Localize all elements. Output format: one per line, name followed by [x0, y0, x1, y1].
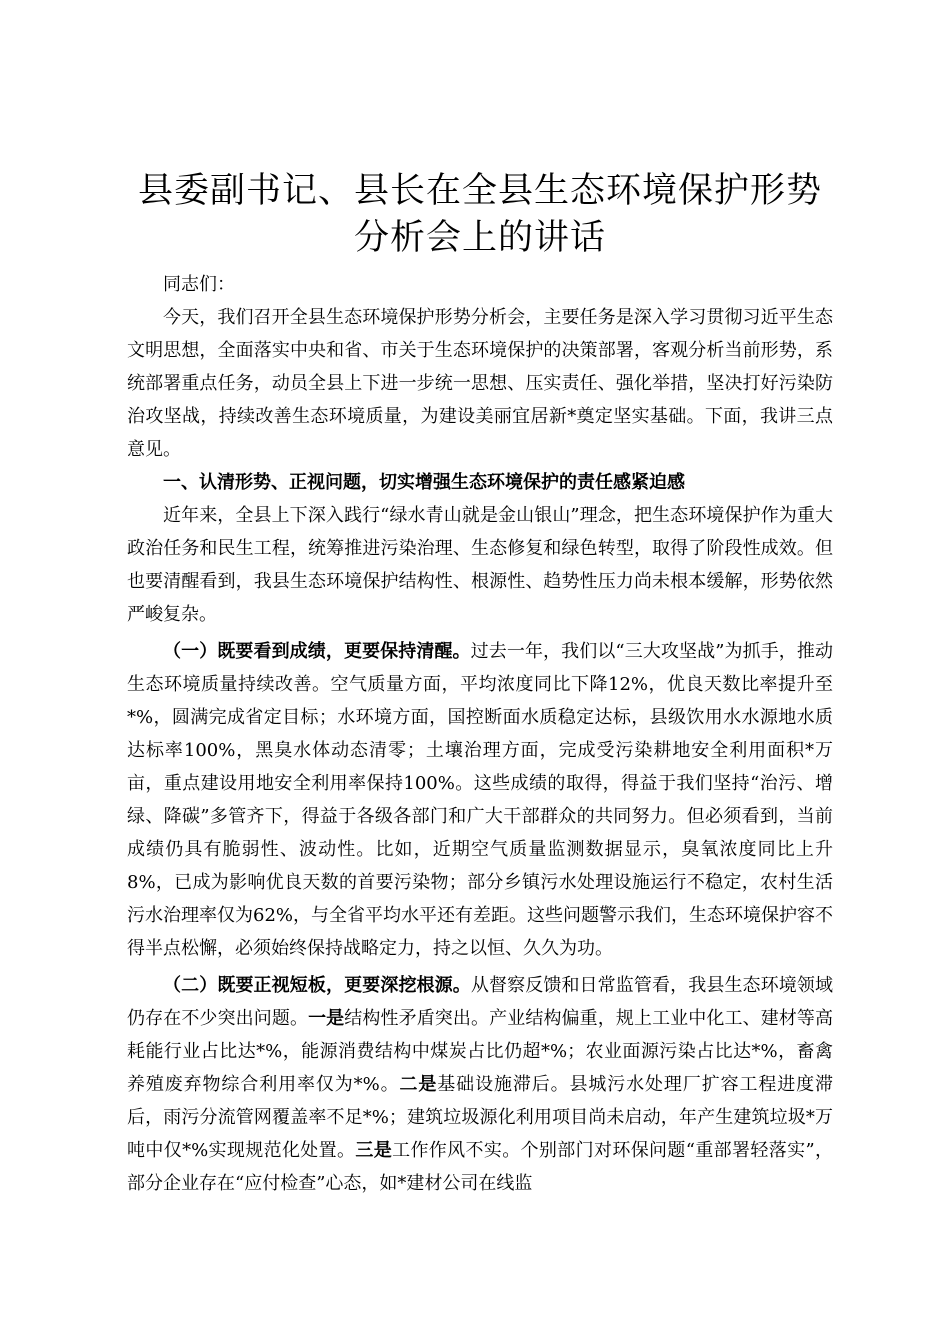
subsection-1-text: 过去一年，我们以“三大攻坚战”为抓手，推动生态环境质量持续改善。空气质量方面，平均浓度同比下降12%，优良天数比率提升至*%，圆满完成省定目标；水环境方面，国控断面水质稳定达标，县级饮用水水源地水质达标率100%，黑臭水体动态清零；土壤治理方面，完成受污染耕地安全利用面积*万亩，重点建设用地安全利用率保持100%。这些成绩的取得，得益于我们坚持“治污、增绿、降碳”多管齐下，得益于各级各部门和广大干部群众的共同努力。但必须看到，当前成绩仍具有脆弱性、波动性。比如，近期空气质量监测数据显示，臭氧浓度同比上升8%，已成为影响优良天数的首要污染物；部分乡镇污水处理设施运行不稳定，农村生活污水治理率仅为62%，与全省平均水平还有差距。这些问题警示我们，生态环境保护容不得半点松懈，必须始终保持战略定力，持之以恒、久久为功。	[127, 641, 834, 959]
subsection-2-text-b: 结构性矛盾突出。产业结构偏重，规上工业中化工、建材等高耗能行业占比达*%，能源消费结构中煤炭占比仍超*%；农业面源污染占比达*%，畜禽养殖废弃物综合利用率仅为*%。	[127, 1008, 834, 1095]
document-page	[127, 168, 833, 1200]
subsection-1-lead: （一）既要看到成绩，更要保持清醒。	[163, 641, 471, 662]
subsection-2-text-d: 工作作风不实。个别部门对环保问题“重部署轻落实”，部分企业存在“应付检查”心态，如*建材公司在线监	[127, 1140, 834, 1194]
point-marker-2: 二是	[399, 1074, 438, 1095]
salutation: 同志们：	[163, 274, 235, 295]
document-title: 县委副书记、县长在全县生态环境保护形势分析会上的讲话	[137, 171, 822, 258]
subsection-1-paragraph	[127, 635, 833, 965]
intro-paragraph: 今天，我们召开全县生态环境保护形势分析会，主要任务是深入学习贯彻习近平生态文明思想，全面落实中央和省、市关于生态环境保护的决策部署，客观分析当前形势，系统部署重点任务，动员全县上下进一步统一思想、压实责任、强化举措，坚决打好污染防治攻坚战，持续改善生态环境质量，为建设美丽宜居新*奠定坚实基础。下面，我讲三点意见。	[127, 307, 833, 460]
section-1-paragraph: 近年来，全县上下深入践行“绿水青山就是金山银山”理念，把生态环境保护作为重大政治任务和民生工程，统筹推进污染治理、生态修复和绿色转型，取得了阶段性成效。但也要清醒看到，我县生态环境保护结构性、根源性、趋势性压力尚未根本缓解，形势依然严峻复杂。	[127, 505, 833, 625]
point-marker-3: 三是	[355, 1140, 393, 1161]
subsection-2-paragraph	[127, 969, 833, 1200]
subsection-2-text-a: 从督察反馈和日常监管看，我县生态环境领域仍存在不少突出问题。	[127, 975, 833, 1029]
subsection-2-text-c: 基础设施滞后。县城污水处理厂扩容工程进度滞后，雨污分流管网覆盖率不足*%；建筑垃圾源化利用项目尚未启动，年产生建筑垃圾*万吨中仅*%实现规范化处置。	[127, 1074, 834, 1161]
subsection-2-lead: （二）既要正视短板，更要深挖根源。	[163, 975, 471, 996]
section-heading-1: 一、认清形势、正视问题，切实增强生态环境保护的责任感紧迫感	[163, 472, 685, 493]
point-marker-1: 一是	[308, 1008, 345, 1029]
